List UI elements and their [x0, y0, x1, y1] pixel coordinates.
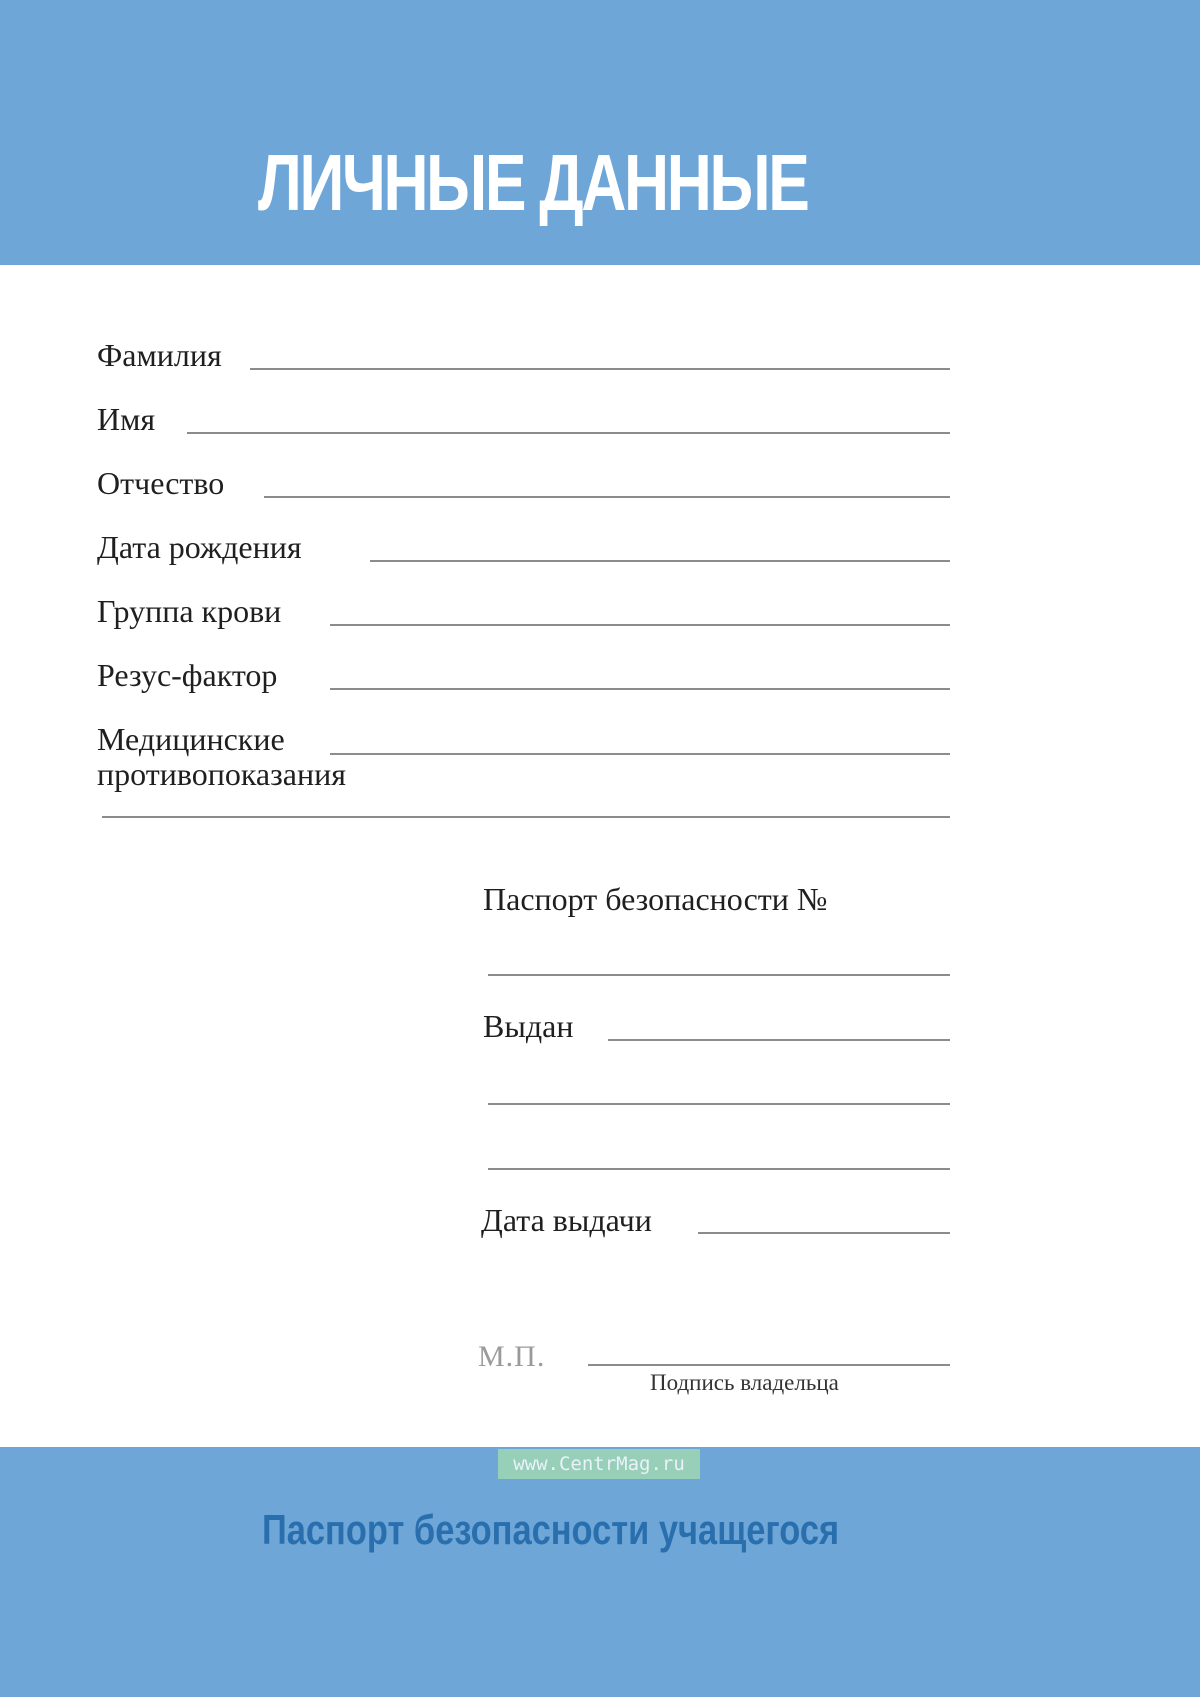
birth-date-field[interactable] — [370, 560, 950, 562]
name-field[interactable] — [187, 432, 950, 434]
footer-title: Паспорт безопасности учащегося — [262, 1506, 840, 1553]
name-label: Имя — [97, 401, 156, 437]
passport-number-field[interactable] — [488, 974, 950, 976]
issued-field-line3[interactable] — [488, 1168, 950, 1170]
issued-field[interactable] — [608, 1039, 950, 1041]
signature-field[interactable] — [588, 1364, 950, 1366]
surname-label: Фамилия — [97, 337, 222, 373]
page-title: ЛИЧНЫЕ ДАННЫЕ — [258, 138, 808, 227]
medical-field[interactable] — [330, 753, 950, 755]
medical-label-line2: противопоказания — [97, 756, 346, 792]
medical-field-extra[interactable] — [102, 816, 950, 818]
watermark-text: www.CentrMag.ru — [513, 1453, 685, 1475]
stamp-mark: М.П. — [478, 1340, 546, 1373]
rh-factor-field[interactable] — [330, 688, 950, 690]
patronymic-field[interactable] — [264, 496, 950, 498]
footer-band — [0, 1447, 1200, 1697]
watermark — [498, 1449, 700, 1479]
issue-date-label: Дата выдачи — [481, 1202, 652, 1238]
issue-date-field[interactable] — [698, 1232, 950, 1234]
issued-label: Выдан — [483, 1008, 574, 1044]
issued-field-line2[interactable] — [488, 1103, 950, 1105]
header-band — [0, 0, 1200, 265]
passport-number-label: Паспорт безопасности № — [483, 881, 828, 917]
rh-factor-label: Резус-фактор — [97, 657, 278, 693]
patronymic-label: Отчество — [97, 465, 225, 501]
surname-field[interactable] — [250, 368, 950, 370]
signature-caption: Подпись владельца — [650, 1370, 839, 1395]
blood-group-label: Группа крови — [97, 593, 282, 629]
birth-date-label: Дата рождения — [97, 529, 302, 565]
medical-label-line1: Медицинские — [97, 721, 285, 757]
blood-group-field[interactable] — [330, 624, 950, 626]
